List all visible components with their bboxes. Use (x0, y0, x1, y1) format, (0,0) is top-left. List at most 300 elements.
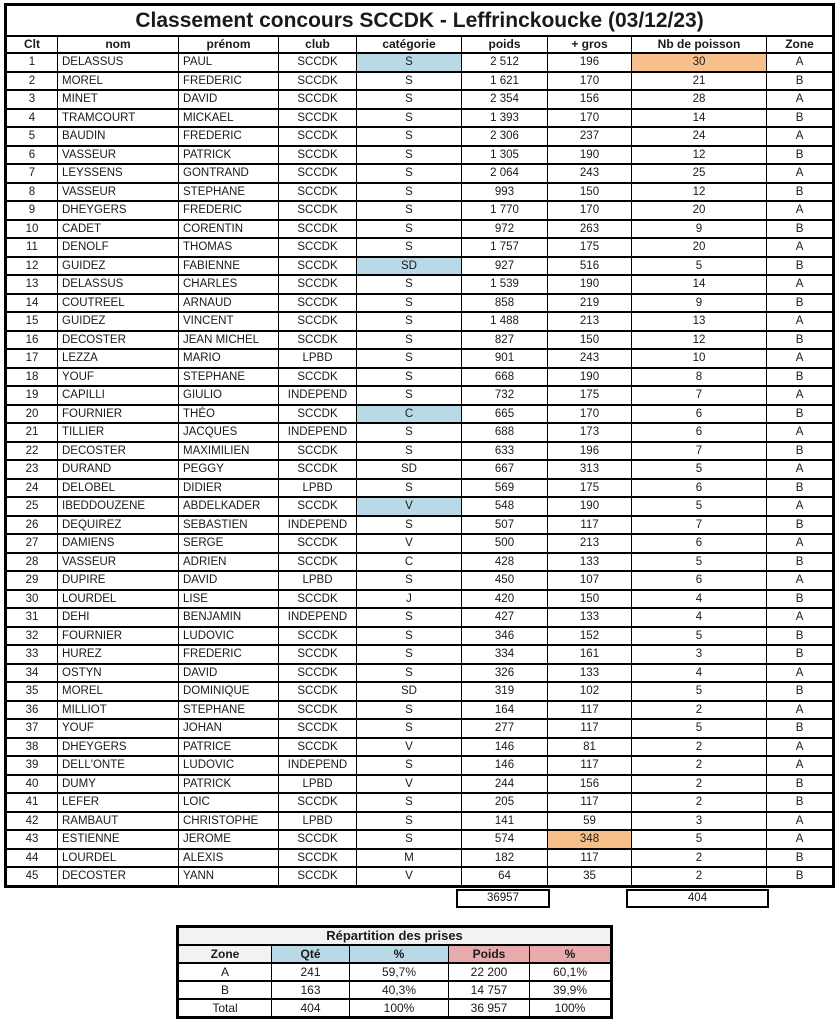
table-row (6, 220, 834, 239)
cell-clt: 31 (6, 608, 58, 627)
cell-nom: HUREZ (58, 645, 179, 664)
cell-club: SCCDK (279, 738, 357, 757)
cell-nom: DAMIENS (58, 534, 179, 553)
cell-plus-gros: 213 (548, 534, 632, 553)
cell-nb-poisson: 14 (632, 275, 767, 294)
cell-categorie: SD (357, 257, 462, 276)
cell-club: SCCDK (279, 164, 357, 183)
cell-poids: 420 (462, 590, 548, 609)
cell-clt: 1 (6, 53, 58, 72)
cell-zone: B (767, 719, 834, 738)
cell-club: SCCDK (279, 146, 357, 165)
cell-prenom: CHARLES (179, 275, 279, 294)
cell-categorie: S (357, 109, 462, 128)
cell-clt: 19 (6, 386, 58, 405)
table-row (6, 701, 834, 720)
cell-clt: 7 (6, 164, 58, 183)
cell-club: SCCDK (279, 183, 357, 202)
cell-prenom: FREDERIC (179, 127, 279, 146)
total-nb-poisson-value: 404 (626, 889, 769, 908)
cell-nb-poisson: 28 (632, 90, 767, 109)
cell-zone: B (767, 146, 834, 165)
table-row (6, 719, 834, 738)
cell-zone: B (767, 590, 834, 609)
cell-poids: 507 (462, 516, 548, 535)
table-row (6, 534, 834, 553)
cell-plus-gros: 190 (548, 497, 632, 516)
cell-plus-gros: 196 (548, 53, 632, 72)
summary-cell-poids: 14 757 (449, 981, 530, 999)
cell-zone: A (767, 608, 834, 627)
cell-plus-gros: 117 (548, 516, 632, 535)
cell-zone: A (767, 127, 834, 146)
cell-categorie: S (357, 442, 462, 461)
cell-nom: ESTIENNE (58, 830, 179, 849)
cell-plus-gros: 150 (548, 183, 632, 202)
cell-clt: 45 (6, 867, 58, 886)
cell-zone: B (767, 479, 834, 498)
cell-zone: A (767, 534, 834, 553)
cell-prenom: FREDERIC (179, 201, 279, 220)
cell-poids: 319 (462, 682, 548, 701)
cell-nom: CADET (58, 220, 179, 239)
cell-prenom: STEPHANE (179, 183, 279, 202)
cell-clt: 32 (6, 627, 58, 646)
cell-club: SCCDK (279, 109, 357, 128)
cell-clt: 14 (6, 294, 58, 313)
cell-club: SCCDK (279, 201, 357, 220)
cell-clt: 2 (6, 72, 58, 91)
cell-nom: LEYSSENS (58, 164, 179, 183)
cell-categorie: S (357, 201, 462, 220)
cell-clt: 24 (6, 479, 58, 498)
cell-nb-poisson: 4 (632, 608, 767, 627)
cell-club: SCCDK (279, 701, 357, 720)
cell-club: SCCDK (279, 849, 357, 868)
cell-poids: 667 (462, 460, 548, 479)
column-header-zone: Zone (767, 36, 834, 53)
cell-poids: 927 (462, 257, 548, 276)
cell-clt: 11 (6, 238, 58, 257)
cell-nom: VASSEUR (58, 146, 179, 165)
cell-poids: 326 (462, 664, 548, 683)
table-row (6, 849, 834, 868)
cell-categorie: S (357, 608, 462, 627)
cell-zone: A (767, 238, 834, 257)
cell-poids: 2 306 (462, 127, 548, 146)
cell-poids: 548 (462, 497, 548, 516)
cell-nb-poisson: 2 (632, 793, 767, 812)
table-row (6, 368, 834, 387)
cell-categorie: S (357, 312, 462, 331)
cell-poids: 688 (462, 423, 548, 442)
cell-categorie: V (357, 534, 462, 553)
summary-cell-qte: 404 (272, 999, 350, 1018)
cell-club: LPBD (279, 349, 357, 368)
cell-poids: 346 (462, 627, 548, 646)
cell-clt: 6 (6, 146, 58, 165)
cell-nb-poisson: 20 (632, 238, 767, 257)
cell-zone: B (767, 793, 834, 812)
cell-club: SCCDK (279, 312, 357, 331)
cell-club: SCCDK (279, 405, 357, 424)
cell-nom: DECOSTER (58, 442, 179, 461)
table-row (6, 72, 834, 91)
table-row (6, 756, 834, 775)
summary-table-body (178, 963, 612, 1018)
cell-categorie: S (357, 53, 462, 72)
cell-poids: 334 (462, 645, 548, 664)
cell-poids: 1 393 (462, 109, 548, 128)
summary-cell-poids: 36 957 (449, 999, 530, 1018)
cell-poids: 146 (462, 738, 548, 757)
table-row (6, 664, 834, 683)
cell-poids: 668 (462, 368, 548, 387)
cell-clt: 27 (6, 534, 58, 553)
cell-poids: 1 305 (462, 146, 548, 165)
cell-poids: 2 512 (462, 53, 548, 72)
cell-nb-poisson: 12 (632, 146, 767, 165)
cell-clt: 30 (6, 590, 58, 609)
summary-cell-poids-pct: 60,1% (530, 963, 612, 981)
cell-categorie: S (357, 127, 462, 146)
cell-categorie: S (357, 701, 462, 720)
cell-nom: VASSEUR (58, 553, 179, 572)
cell-clt: 43 (6, 830, 58, 849)
cell-zone: A (767, 701, 834, 720)
cell-poids: 427 (462, 608, 548, 627)
cell-prenom: THOMAS (179, 238, 279, 257)
summary-title: Répartition des prises (178, 927, 612, 946)
cell-prenom: JEAN MICHEL (179, 331, 279, 350)
cell-clt: 41 (6, 793, 58, 812)
cell-categorie: V (357, 867, 462, 886)
cell-clt: 35 (6, 682, 58, 701)
cell-zone: B (767, 257, 834, 276)
cell-nb-poisson: 5 (632, 553, 767, 572)
column-header-plus-gros: + gros (548, 36, 632, 53)
cell-plus-gros: 237 (548, 127, 632, 146)
cell-nb-poisson: 20 (632, 201, 767, 220)
cell-plus-gros: 213 (548, 312, 632, 331)
cell-prenom: MICKAEL (179, 109, 279, 128)
column-header-club: club (279, 36, 357, 53)
cell-plus-gros: 170 (548, 72, 632, 91)
cell-prenom: JOHAN (179, 719, 279, 738)
cell-club: INDEPEND (279, 516, 357, 535)
cell-nb-poisson: 5 (632, 627, 767, 646)
table-row (6, 830, 834, 849)
cell-club: SCCDK (279, 793, 357, 812)
cell-zone: B (767, 72, 834, 91)
cell-prenom: GIULIO (179, 386, 279, 405)
table-row (6, 257, 834, 276)
cell-poids: 500 (462, 534, 548, 553)
cell-categorie: S (357, 238, 462, 257)
cell-club: SCCDK (279, 590, 357, 609)
cell-nb-poisson: 3 (632, 812, 767, 831)
cell-zone: B (767, 405, 834, 424)
cell-prenom: MAXIMILIEN (179, 442, 279, 461)
table-row (6, 553, 834, 572)
cell-nb-poisson: 21 (632, 72, 767, 91)
cell-poids: 2 354 (462, 90, 548, 109)
cell-plus-gros: 243 (548, 349, 632, 368)
cell-categorie: S (357, 516, 462, 535)
cell-nom: DELOBEL (58, 479, 179, 498)
cell-prenom: DIDIER (179, 479, 279, 498)
cell-plus-gros: 170 (548, 405, 632, 424)
cell-nom: DHEYGERS (58, 738, 179, 757)
cell-zone: A (767, 423, 834, 442)
cell-nb-poisson: 6 (632, 534, 767, 553)
cell-prenom: PATRICE (179, 738, 279, 757)
cell-club: SCCDK (279, 331, 357, 350)
cell-categorie: S (357, 183, 462, 202)
cell-categorie: S (357, 645, 462, 664)
cell-zone: A (767, 738, 834, 757)
cell-categorie: S (357, 294, 462, 313)
cell-club: LPBD (279, 571, 357, 590)
cell-club: INDEPEND (279, 756, 357, 775)
cell-poids: 182 (462, 849, 548, 868)
cell-nom: YOUF (58, 719, 179, 738)
cell-prenom: BENJAMIN (179, 608, 279, 627)
cell-poids: 972 (462, 220, 548, 239)
table-row (6, 812, 834, 831)
cell-poids: 993 (462, 183, 548, 202)
cell-plus-gros: 263 (548, 220, 632, 239)
cell-nb-poisson: 2 (632, 849, 767, 868)
cell-nb-poisson: 6 (632, 571, 767, 590)
cell-zone: B (767, 849, 834, 868)
cell-prenom: ABDELKADER (179, 497, 279, 516)
table-row (6, 479, 834, 498)
table-row (6, 294, 834, 313)
cell-poids: 574 (462, 830, 548, 849)
cell-clt: 25 (6, 497, 58, 516)
cell-nb-poisson: 6 (632, 479, 767, 498)
cell-nom: FOURNIER (58, 405, 179, 424)
cell-nb-poisson: 13 (632, 312, 767, 331)
column-header-nb-poisson: Nb de poisson (632, 36, 767, 53)
table-row (6, 738, 834, 757)
table-row (6, 442, 834, 461)
cell-nom: DUMY (58, 775, 179, 794)
cell-prenom: STEPHANE (179, 701, 279, 720)
cell-prenom: LUDOVIC (179, 756, 279, 775)
cell-nb-poisson: 9 (632, 294, 767, 313)
cell-plus-gros: 190 (548, 275, 632, 294)
cell-zone: B (767, 109, 834, 128)
cell-nom: DENOLF (58, 238, 179, 257)
cell-nom: LOURDEL (58, 849, 179, 868)
cell-clt: 29 (6, 571, 58, 590)
cell-club: INDEPEND (279, 608, 357, 627)
cell-categorie: S (357, 719, 462, 738)
table-row (6, 331, 834, 350)
table-row (6, 146, 834, 165)
summary-cell-qte: 241 (272, 963, 350, 981)
cell-club: SCCDK (279, 275, 357, 294)
cell-zone: A (767, 312, 834, 331)
table-row (6, 627, 834, 646)
cell-plus-gros: 133 (548, 664, 632, 683)
cell-prenom: LISE (179, 590, 279, 609)
cell-poids: 1 488 (462, 312, 548, 331)
cell-poids: 569 (462, 479, 548, 498)
cell-prenom: STEPHANE (179, 368, 279, 387)
summary-cell-poids-pct: 39,9% (530, 981, 612, 999)
cell-nom: LEZZA (58, 349, 179, 368)
summary-cell-zone: B (178, 981, 272, 999)
cell-nom: DECOSTER (58, 867, 179, 886)
cell-nb-poisson: 7 (632, 442, 767, 461)
table-row (6, 516, 834, 535)
table-row (6, 164, 834, 183)
table-row (6, 571, 834, 590)
cell-plus-gros: 175 (548, 238, 632, 257)
cell-prenom: DAVID (179, 664, 279, 683)
cell-clt: 18 (6, 368, 58, 387)
cell-club: SCCDK (279, 553, 357, 572)
cell-nom: MILLIOT (58, 701, 179, 720)
cell-nom: BAUDIN (58, 127, 179, 146)
cell-categorie: V (357, 497, 462, 516)
cell-plus-gros: 117 (548, 756, 632, 775)
table-row (6, 775, 834, 794)
cell-plus-gros: 175 (548, 479, 632, 498)
cell-poids: 450 (462, 571, 548, 590)
cell-zone: B (767, 682, 834, 701)
cell-club: SCCDK (279, 627, 357, 646)
column-header-poids: poids (462, 36, 548, 53)
cell-plus-gros: 243 (548, 164, 632, 183)
cell-nb-poisson: 7 (632, 386, 767, 405)
cell-clt: 40 (6, 775, 58, 794)
ranking-table-body (6, 53, 834, 886)
cell-categorie: SD (357, 460, 462, 479)
cell-plus-gros: 313 (548, 460, 632, 479)
cell-categorie: S (357, 571, 462, 590)
cell-clt: 12 (6, 257, 58, 276)
cell-nb-poisson: 5 (632, 460, 767, 479)
cell-club: INDEPEND (279, 386, 357, 405)
cell-zone: B (767, 331, 834, 350)
cell-zone: B (767, 294, 834, 313)
cell-nom: DELASSUS (58, 275, 179, 294)
cell-poids: 141 (462, 812, 548, 831)
cell-nom: OSTYN (58, 664, 179, 683)
table-row (6, 793, 834, 812)
cell-categorie: S (357, 72, 462, 91)
cell-poids: 244 (462, 775, 548, 794)
cell-nom: LOURDEL (58, 590, 179, 609)
cell-prenom: LOIC (179, 793, 279, 812)
cell-clt: 9 (6, 201, 58, 220)
column-header-clt: Clt (6, 36, 58, 53)
cell-nom: MOREL (58, 72, 179, 91)
cell-prenom: VINCENT (179, 312, 279, 331)
cell-categorie: V (357, 738, 462, 757)
cell-poids: 1 757 (462, 238, 548, 257)
cell-plus-gros: 516 (548, 257, 632, 276)
cell-nb-poisson: 5 (632, 497, 767, 516)
cell-zone: A (767, 460, 834, 479)
cell-plus-gros: 133 (548, 553, 632, 572)
cell-club: LPBD (279, 812, 357, 831)
cell-categorie: S (357, 627, 462, 646)
cell-nb-poisson: 5 (632, 257, 767, 276)
cell-plus-gros: 175 (548, 386, 632, 405)
cell-club: INDEPEND (279, 423, 357, 442)
cell-nb-poisson: 30 (632, 53, 767, 72)
cell-prenom: ARNAUD (179, 294, 279, 313)
cell-nom: DEQUIREZ (58, 516, 179, 535)
cell-prenom: PEGGY (179, 460, 279, 479)
cell-prenom: DAVID (179, 571, 279, 590)
cell-prenom: FABIENNE (179, 257, 279, 276)
table-row (6, 53, 834, 72)
cell-club: LPBD (279, 479, 357, 498)
cell-club: SCCDK (279, 460, 357, 479)
cell-poids: 665 (462, 405, 548, 424)
table-row (6, 460, 834, 479)
summary-cell-zone: Total (178, 999, 272, 1018)
cell-nom: TILLIER (58, 423, 179, 442)
cell-nb-poisson: 12 (632, 183, 767, 202)
page-title: Classement concours SCCDK - Leffrinckoucke (03/12/23) (6, 5, 834, 37)
summary-title-row (178, 927, 612, 946)
cell-nb-poisson: 12 (632, 331, 767, 350)
cell-plus-gros: 219 (548, 294, 632, 313)
cell-prenom: YANN (179, 867, 279, 886)
cell-club: SCCDK (279, 53, 357, 72)
table-row (6, 183, 834, 202)
cell-clt: 16 (6, 331, 58, 350)
table-row (6, 238, 834, 257)
cell-plus-gros: 117 (548, 719, 632, 738)
cell-plus-gros: 59 (548, 812, 632, 831)
cell-zone: A (767, 664, 834, 683)
cell-zone: A (767, 497, 834, 516)
cell-nom: MINET (58, 90, 179, 109)
cell-categorie: S (357, 664, 462, 683)
cell-prenom: SEBASTIEN (179, 516, 279, 535)
summary-header-qte-pct: % (350, 945, 449, 963)
cell-poids: 205 (462, 793, 548, 812)
cell-prenom: FREDERIC (179, 645, 279, 664)
cell-categorie: S (357, 830, 462, 849)
cell-plus-gros: 102 (548, 682, 632, 701)
cell-zone: B (767, 553, 834, 572)
cell-zone: A (767, 53, 834, 72)
cell-nom: DEHI (58, 608, 179, 627)
ranking-table (4, 3, 835, 888)
cell-clt: 3 (6, 90, 58, 109)
cell-poids: 633 (462, 442, 548, 461)
cell-categorie: S (357, 90, 462, 109)
cell-plus-gros: 133 (548, 608, 632, 627)
cell-nb-poisson: 10 (632, 349, 767, 368)
cell-club: SCCDK (279, 368, 357, 387)
cell-nom: IBEDDOUZENE (58, 497, 179, 516)
cell-prenom: DOMINIQUE (179, 682, 279, 701)
cell-clt: 37 (6, 719, 58, 738)
cell-prenom: SERGE (179, 534, 279, 553)
cell-nom: LEFER (58, 793, 179, 812)
cell-club: SCCDK (279, 220, 357, 239)
